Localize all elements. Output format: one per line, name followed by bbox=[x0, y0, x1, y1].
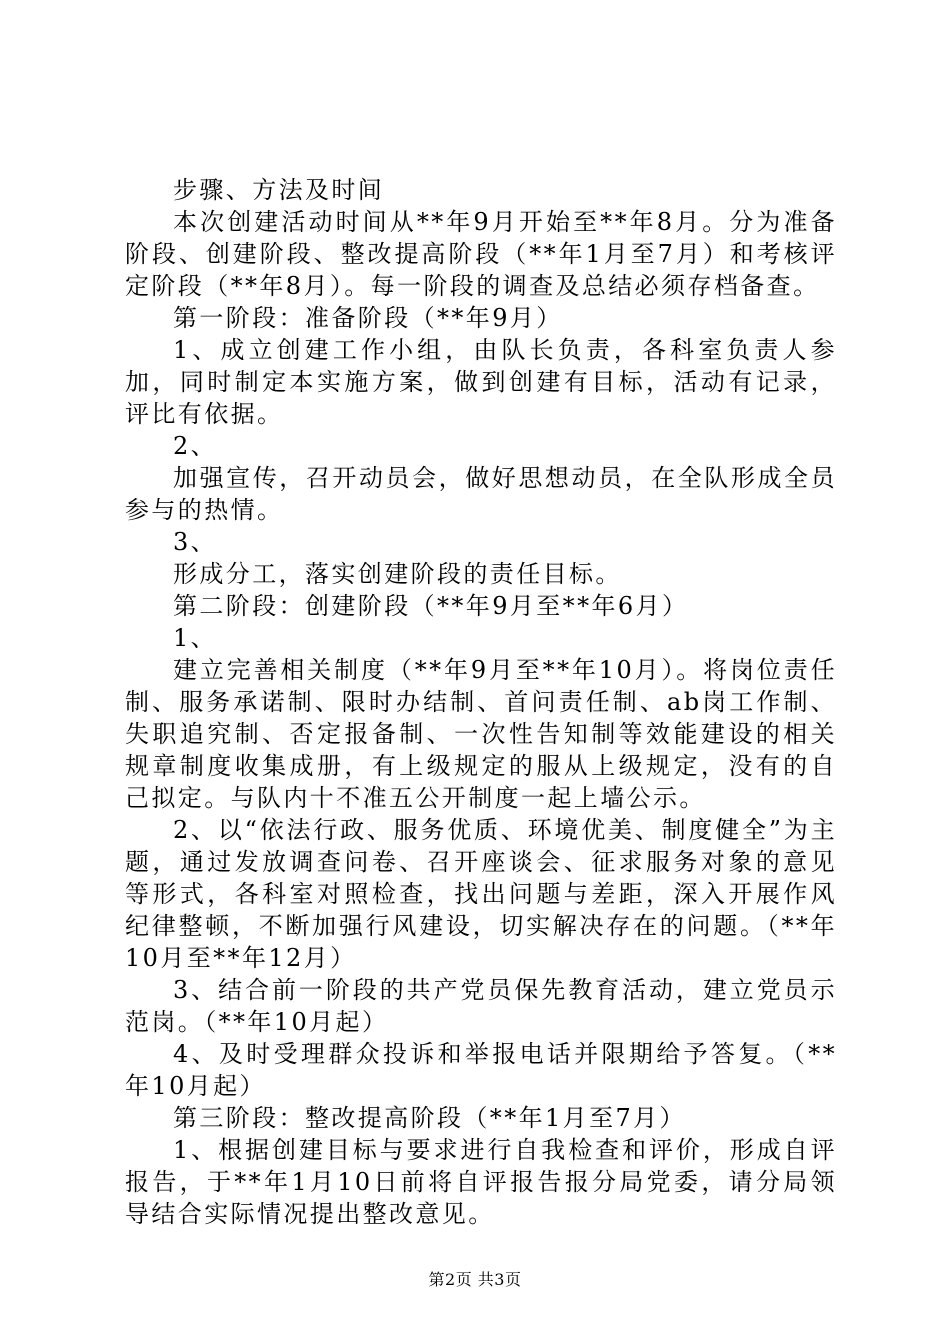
list-number: 3、 bbox=[173, 528, 218, 556]
stage-heading: 第一阶段：准备阶段（**年9月） bbox=[173, 304, 563, 332]
list-item: 1、成立创建工作小组，由队长负责，各科室负责人参加，同时制定本实施方案，做到创建有目标，活动有记录，评比有依据。 bbox=[125, 336, 837, 428]
stage-heading: 第二阶段：创建阶段（**年9月至**年6月） bbox=[173, 592, 689, 620]
list-item: 2、以“依法行政、服务优质、环境优美、制度健全”为主题，通过发放调查问卷、召开座谈会、征求服务对象的意见等形式，各科室对照检查，找出问题与差距，深入开展作风纪律整顿，不断加强行风建设，切实解决存在的问题。（**年10月至**年12月） bbox=[125, 816, 837, 972]
page-number-footer: 第2页 共3页 bbox=[428, 1270, 522, 1289]
list-item-text: 加强宣传，召开动员会，做好思想动员，在全队形成全员参与的热情。 bbox=[125, 464, 837, 524]
body-paragraph: 本次创建活动时间从**年9月开始至**年8月。分为准备阶段、创建阶段、整改提高阶段（**年1月至7月）和考核评定阶段（**年8月）。每一阶段的调查及总结必须存档备查。 bbox=[125, 208, 837, 300]
stage-heading: 第三阶段：整改提高阶段（**年1月至7月） bbox=[173, 1104, 686, 1132]
list-item: 3、结合前一阶段的共产党员保先教育活动，建立党员示范岗。（**年10月起） bbox=[125, 976, 837, 1036]
list-item: 4、及时受理群众投诉和举报电话并限期给予答复。（**年10月起） bbox=[125, 1040, 837, 1100]
list-number: 2、 bbox=[173, 432, 218, 460]
list-item-text: 形成分工，落实创建阶段的责任目标。 bbox=[173, 560, 622, 588]
section-heading: 步骤、方法及时间 bbox=[173, 176, 385, 204]
list-item: 1、根据创建目标与要求进行自我检查和评价，形成自评报告，于**年1月10日前将自评报告报分局党委，请分局领导结合实际情况提出整改意见。 bbox=[125, 1136, 837, 1228]
list-number: 1、 bbox=[173, 624, 218, 652]
list-item-text: 建立完善相关制度（**年9月至**年10月）。将岗位责任制、服务承诺制、限时办结制、首问责任制、ab岗工作制、失职追究制、否定报备制、一次性告知制等效能建设的相关规章制度收集成册，有上级规定的服从上级规定，没有的自己拟定。与队内十不准五公开制度一起上墙公示。 bbox=[125, 656, 837, 812]
document-body bbox=[125, 174, 837, 1230]
